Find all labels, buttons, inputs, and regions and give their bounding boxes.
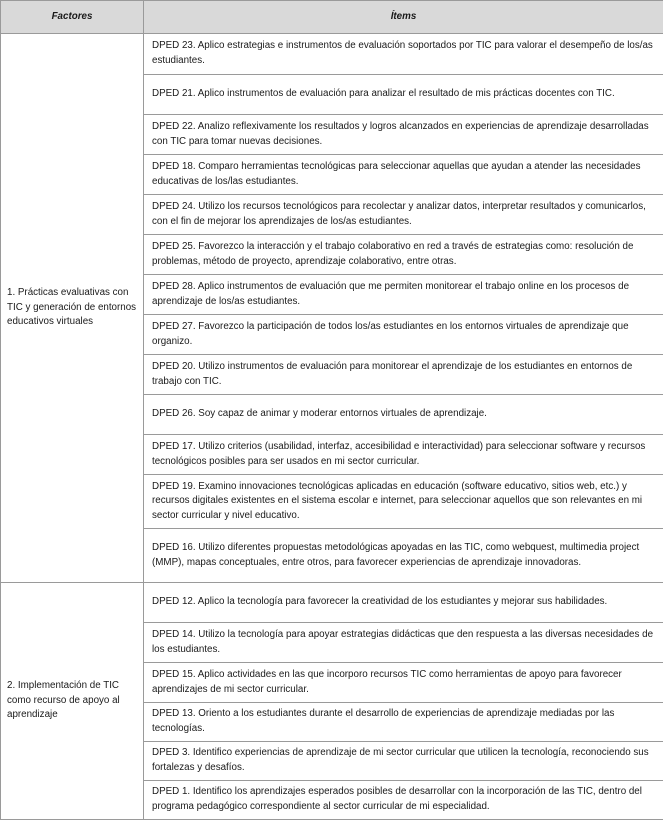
factor-cell: 2. Implementación de TIC como recurso de apoyo al aprendizaje xyxy=(1,583,144,820)
item-cell-box xyxy=(152,435,655,474)
item-cell-box xyxy=(152,275,655,314)
item-cell xyxy=(144,781,663,820)
item-cell xyxy=(144,583,663,623)
item-text: DPED 26. Soy capaz de animar y moderar entornos virtuales de aprendizaje. xyxy=(152,407,487,422)
item-cell xyxy=(144,355,663,395)
item-cell xyxy=(144,703,663,742)
header-items: Ítems xyxy=(144,1,663,34)
item-cell-box xyxy=(152,315,655,354)
item-cell-box xyxy=(152,195,655,234)
item-text: DPED 17. Utilizo criterios (usabilidad, interfaz, accesibilidad e interactividad) para seleccionar software y recursos tecnológicos posibles para ser usados en mi sector curricular. xyxy=(152,440,655,469)
table-body xyxy=(1,34,663,820)
item-text: DPED 16. Utilizo diferentes propuestas metodológicas apoyadas en las TIC, como webquest, multimedia project (MMP), mapas conceptuales, entre otros, para favorecer experiencias de aprendizaje innovadoras. xyxy=(152,541,655,570)
item-text: DPED 1. Identifico los aprendizajes esperados posibles de desarrollar con la incorporación de las TIC, dentro del programa pedagógico correspondiente al sector curricular de mi especialidad. xyxy=(152,785,655,814)
item-text: DPED 13. Oriento a los estudiantes durante el desarrollo de experiencias de aprendizaje mediadas por las tecnologías. xyxy=(152,707,655,736)
item-cell-box xyxy=(152,623,655,662)
item-text: DPED 23. Aplico estrategias e instrumentos de evaluación soportados por TIC para valorar el desempeño de los/as estudiantes. xyxy=(152,39,655,68)
item-cell xyxy=(144,663,663,703)
item-cell-box xyxy=(152,742,655,780)
item-text: DPED 3. Identifico experiencias de aprendizaje de mi sector curricular que utilicen la tecnología, reconociendo sus fortalezas y desafíos. xyxy=(152,746,655,775)
item-text: DPED 22. Analizo reflexivamente los resultados y logros alcanzados en experiencias de aprendizaje desarrolladas con TIC para tomar nuevas decisiones. xyxy=(152,120,655,149)
item-text: DPED 20. Utilizo instrumentos de evaluación para monitorear el aprendizaje de los estudiantes en entornos de trabajo con TIC. xyxy=(152,360,655,389)
item-cell-box xyxy=(152,34,655,74)
item-cell-box xyxy=(152,75,655,114)
item-text: DPED 19. Examino innovaciones tecnológicas aplicadas en educación (software educativo, sitios web, etc.) y recursos digitales existentes en el sistema escolar e internet, para seleccionar aquellos que son relevantes en mi sector curricular y nivel educativo. xyxy=(152,480,655,524)
item-text: DPED 15. Aplico actividades en las que incorporo recursos TIC como herramientas de apoyo para favorecer aprendizajes de mi sector curricular. xyxy=(152,668,655,697)
item-cell xyxy=(144,195,663,235)
item-text: DPED 25. Favorezco la interacción y el trabajo colaborativo en red a través de estrategias como: resolución de problemas, método de proyecto, aprendizaje colaborativo, entre otras. xyxy=(152,240,655,269)
item-cell-box xyxy=(152,115,655,154)
item-cell xyxy=(144,475,663,529)
item-cell-box xyxy=(152,781,655,819)
item-cell-box xyxy=(152,529,655,582)
item-cell-box xyxy=(152,355,655,394)
item-cell xyxy=(144,315,663,355)
item-text: DPED 21. Aplico instrumentos de evaluación para analizar el resultado de mis prácticas docentes con TIC. xyxy=(152,87,615,102)
item-cell xyxy=(144,235,663,275)
item-cell xyxy=(144,155,663,195)
factor-cell: 1. Prácticas evaluativas con TIC y generación de entornos educativos virtuales xyxy=(1,34,144,583)
item-cell-box xyxy=(152,475,655,528)
item-cell xyxy=(144,742,663,781)
item-cell-box xyxy=(152,703,655,741)
item-cell xyxy=(144,275,663,315)
item-cell-box xyxy=(152,155,655,194)
item-cell xyxy=(144,115,663,155)
table-row xyxy=(1,583,663,623)
item-text: DPED 18. Comparo herramientas tecnológicas para seleccionar aquellas que ayudan a atender las necesidades educativas de los/las estudiantes. xyxy=(152,160,655,189)
item-cell xyxy=(144,435,663,475)
item-cell xyxy=(144,529,663,583)
table-row xyxy=(1,34,663,75)
header-factors: Factores xyxy=(1,1,144,34)
item-cell-box xyxy=(152,235,655,274)
item-text: DPED 28. Aplico instrumentos de evaluación que me permiten monitorear el trabajo online en los procesos de aprendizaje de los/as estudiantes. xyxy=(152,280,655,309)
item-text: DPED 27. Favorezco la participación de todos los/as estudiantes en los entornos virtuales de aprendizaje que organizo. xyxy=(152,320,655,349)
item-text: DPED 14. Utilizo la tecnología para apoyar estrategias didácticas que den respuesta a las diversas necesidades de los estudiantes. xyxy=(152,628,655,657)
item-cell xyxy=(144,34,663,75)
item-text: DPED 12. Aplico la tecnología para favorecer la creatividad de los estudiantes y mejorar sus habilidades. xyxy=(152,595,607,610)
item-cell-box xyxy=(152,395,655,434)
item-cell-box xyxy=(152,663,655,702)
item-cell-box xyxy=(152,583,655,622)
header-row xyxy=(1,1,663,34)
item-cell xyxy=(144,75,663,115)
item-cell xyxy=(144,395,663,435)
item-cell xyxy=(144,623,663,663)
item-text: DPED 24. Utilizo los recursos tecnológicos para recolectar y analizar datos, interpretar resultados y comunicarlos, con el fin de mejorar los aprendizajes de los/as estudiantes. xyxy=(152,200,655,229)
